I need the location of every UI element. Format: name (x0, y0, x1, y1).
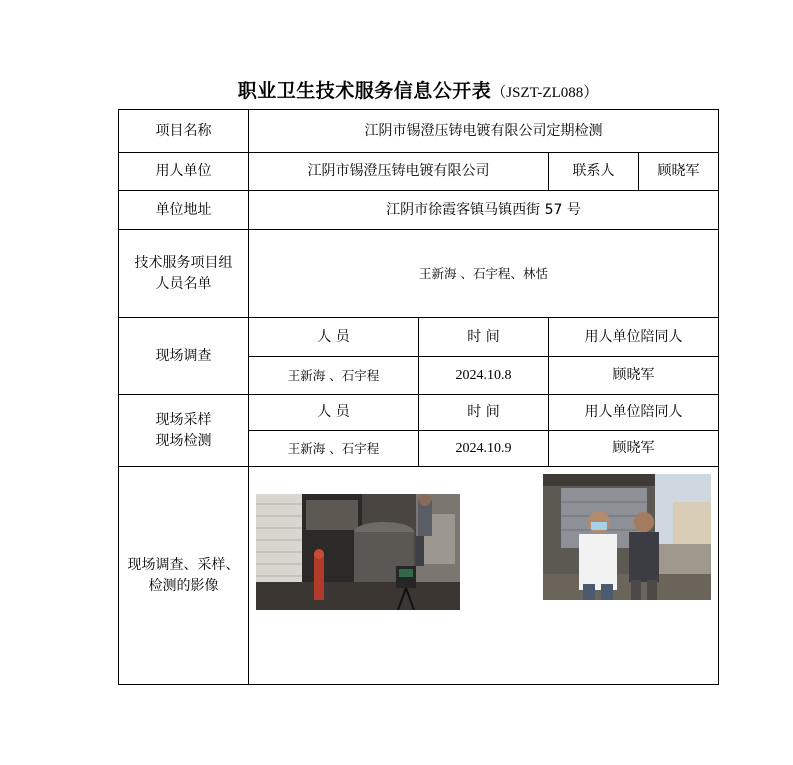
form-title-main: 职业卫生技术服务信息公开表 (237, 80, 492, 102)
form-code: （JSZT-ZL088） (491, 85, 599, 101)
survey-label: 现场调查 (118, 317, 249, 395)
sampling-staff: 王新海 、石宇程 (248, 430, 419, 467)
survey-escort: 顾晓军 (548, 356, 719, 395)
contact-value: 顾晓军 (638, 152, 719, 191)
sampling-time-header: 时 间 (418, 394, 549, 431)
sampling-date: 2024.10.9 (418, 430, 549, 467)
address-value: 江阴市徐霞客镇马镇西街 57 号 (248, 190, 719, 230)
images-label: 现场调查、采样、检测的影像 (118, 466, 249, 685)
survey-time-header: 时 间 (418, 317, 549, 357)
survey-staff-header: 人 员 (248, 317, 419, 357)
address-label: 单位地址 (118, 190, 249, 230)
team-value: 王新海 、石宇程、林恬 (248, 229, 719, 318)
sampling-escort-header: 用人单位陪同人 (548, 394, 719, 431)
project-name-label: 项目名称 (118, 109, 249, 153)
team-label: 技术服务项目组人员名单 (118, 229, 249, 318)
site-photo-monitoring (256, 494, 460, 610)
survey-staff: 王新海 、石宇程 (248, 356, 419, 395)
survey-date: 2024.10.8 (418, 356, 549, 395)
survey-escort-header: 用人单位陪同人 (548, 317, 719, 357)
sampling-staff-header: 人 员 (248, 394, 419, 431)
site-photo-staff (543, 474, 711, 600)
form-title (0, 76, 793, 103)
contact-label: 联系人 (548, 152, 639, 191)
sampling-escort: 顾晓军 (548, 430, 719, 467)
project-name-value: 江阴市锡澄压铸电镀有限公司定期检测 (248, 109, 719, 153)
sampling-label: 现场采样现场检测 (118, 394, 249, 467)
employer-value: 江阴市锡澄压铸电镀有限公司 (248, 152, 549, 191)
employer-label: 用人单位 (118, 152, 249, 191)
